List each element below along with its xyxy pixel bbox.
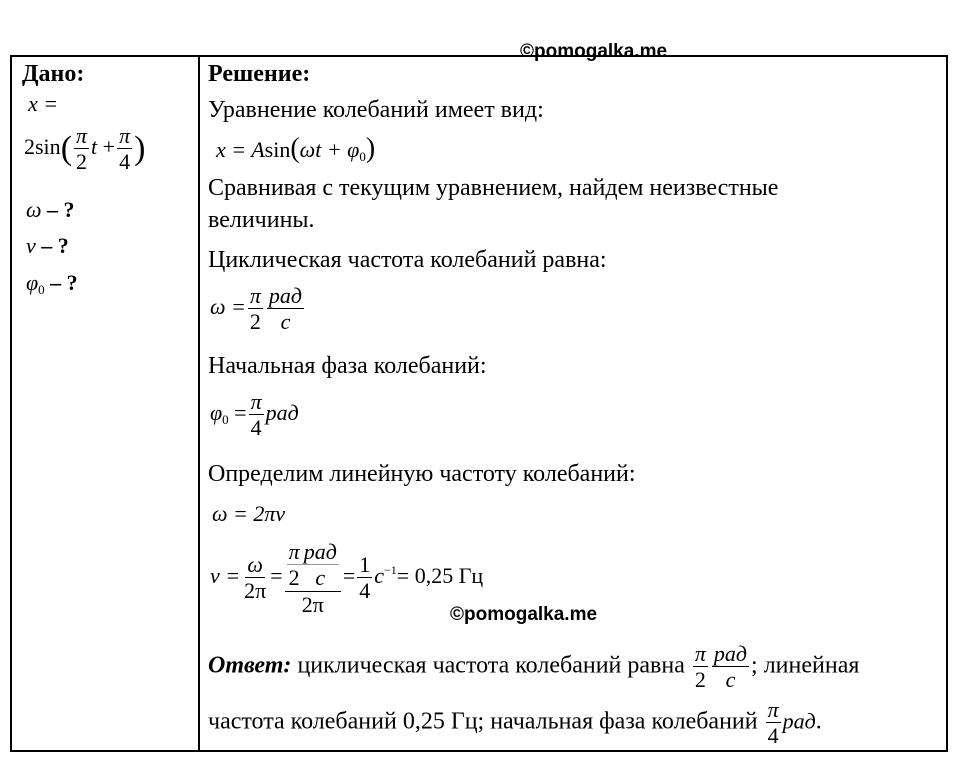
solution-header: Решение: [208,61,311,87]
equation-nu: ν = $\frac{\omega}{2\pi}$ = $\frac{\pi}{2}$ $\frac{\text{рад}}{с}$ 2π = $\frac{1}{4}$ $с^{-1}= 0,25$ Гц [210,539,484,617]
solution-line-compare: Сравнивая с текущим уравнением, найдем неизвестные [208,175,779,201]
solution-line-form: Уравнение колебаний имеет вид: [208,97,544,123]
equation-omega: ω = $\frac{\pi}{2}$ $\frac{\text{рад}}{с}$ [210,283,303,335]
equation-phi: $\varphi_0$ = $\frac{\pi}{4}$ рад [210,389,299,441]
watermark-bottom: ©pomogalka.me [450,604,598,625]
watermark-top: ©pomogalka.me [520,41,668,62]
answer-line-2: частота колебаний 0,25 Гц; начальная фаза колебаний $\frac{\pi}{4}$ рад. [208,697,822,749]
given-unknown-nu: ν – ? [26,233,69,258]
given-x-equation: 2sin( $\frac{\pi}{2}$ t + $\frac{\pi}{4}$ ) [24,123,146,175]
solution-line-phase: Начальная фаза колебаний: [208,353,487,379]
solution-line-linear: Определим линейную частоту колебаний: [208,461,636,487]
equation-general-form: $x = Asin(\omega t + \varphi_0)$ [216,133,376,164]
solution-line-values: величины. [208,207,315,233]
given-unknown-omega: ω – ? [26,197,75,222]
given-header: Дано: [22,61,85,87]
equation-omega-nu: ω = 2πν [212,501,286,526]
given-unknown-phi: $\varphi_0$ – ? [26,270,78,297]
solution-line-cyclic: Циклическая частота колебаний равна: [208,247,607,273]
given-x-label: x = [28,91,59,116]
column-divider [198,57,200,750]
solution-table [10,55,948,752]
answer-line-1: Ответ: циклическая частота колебаний равна $\frac{\pi}{2}$ $\frac{\text{рад}}{с}$ ; линейная [208,641,860,693]
